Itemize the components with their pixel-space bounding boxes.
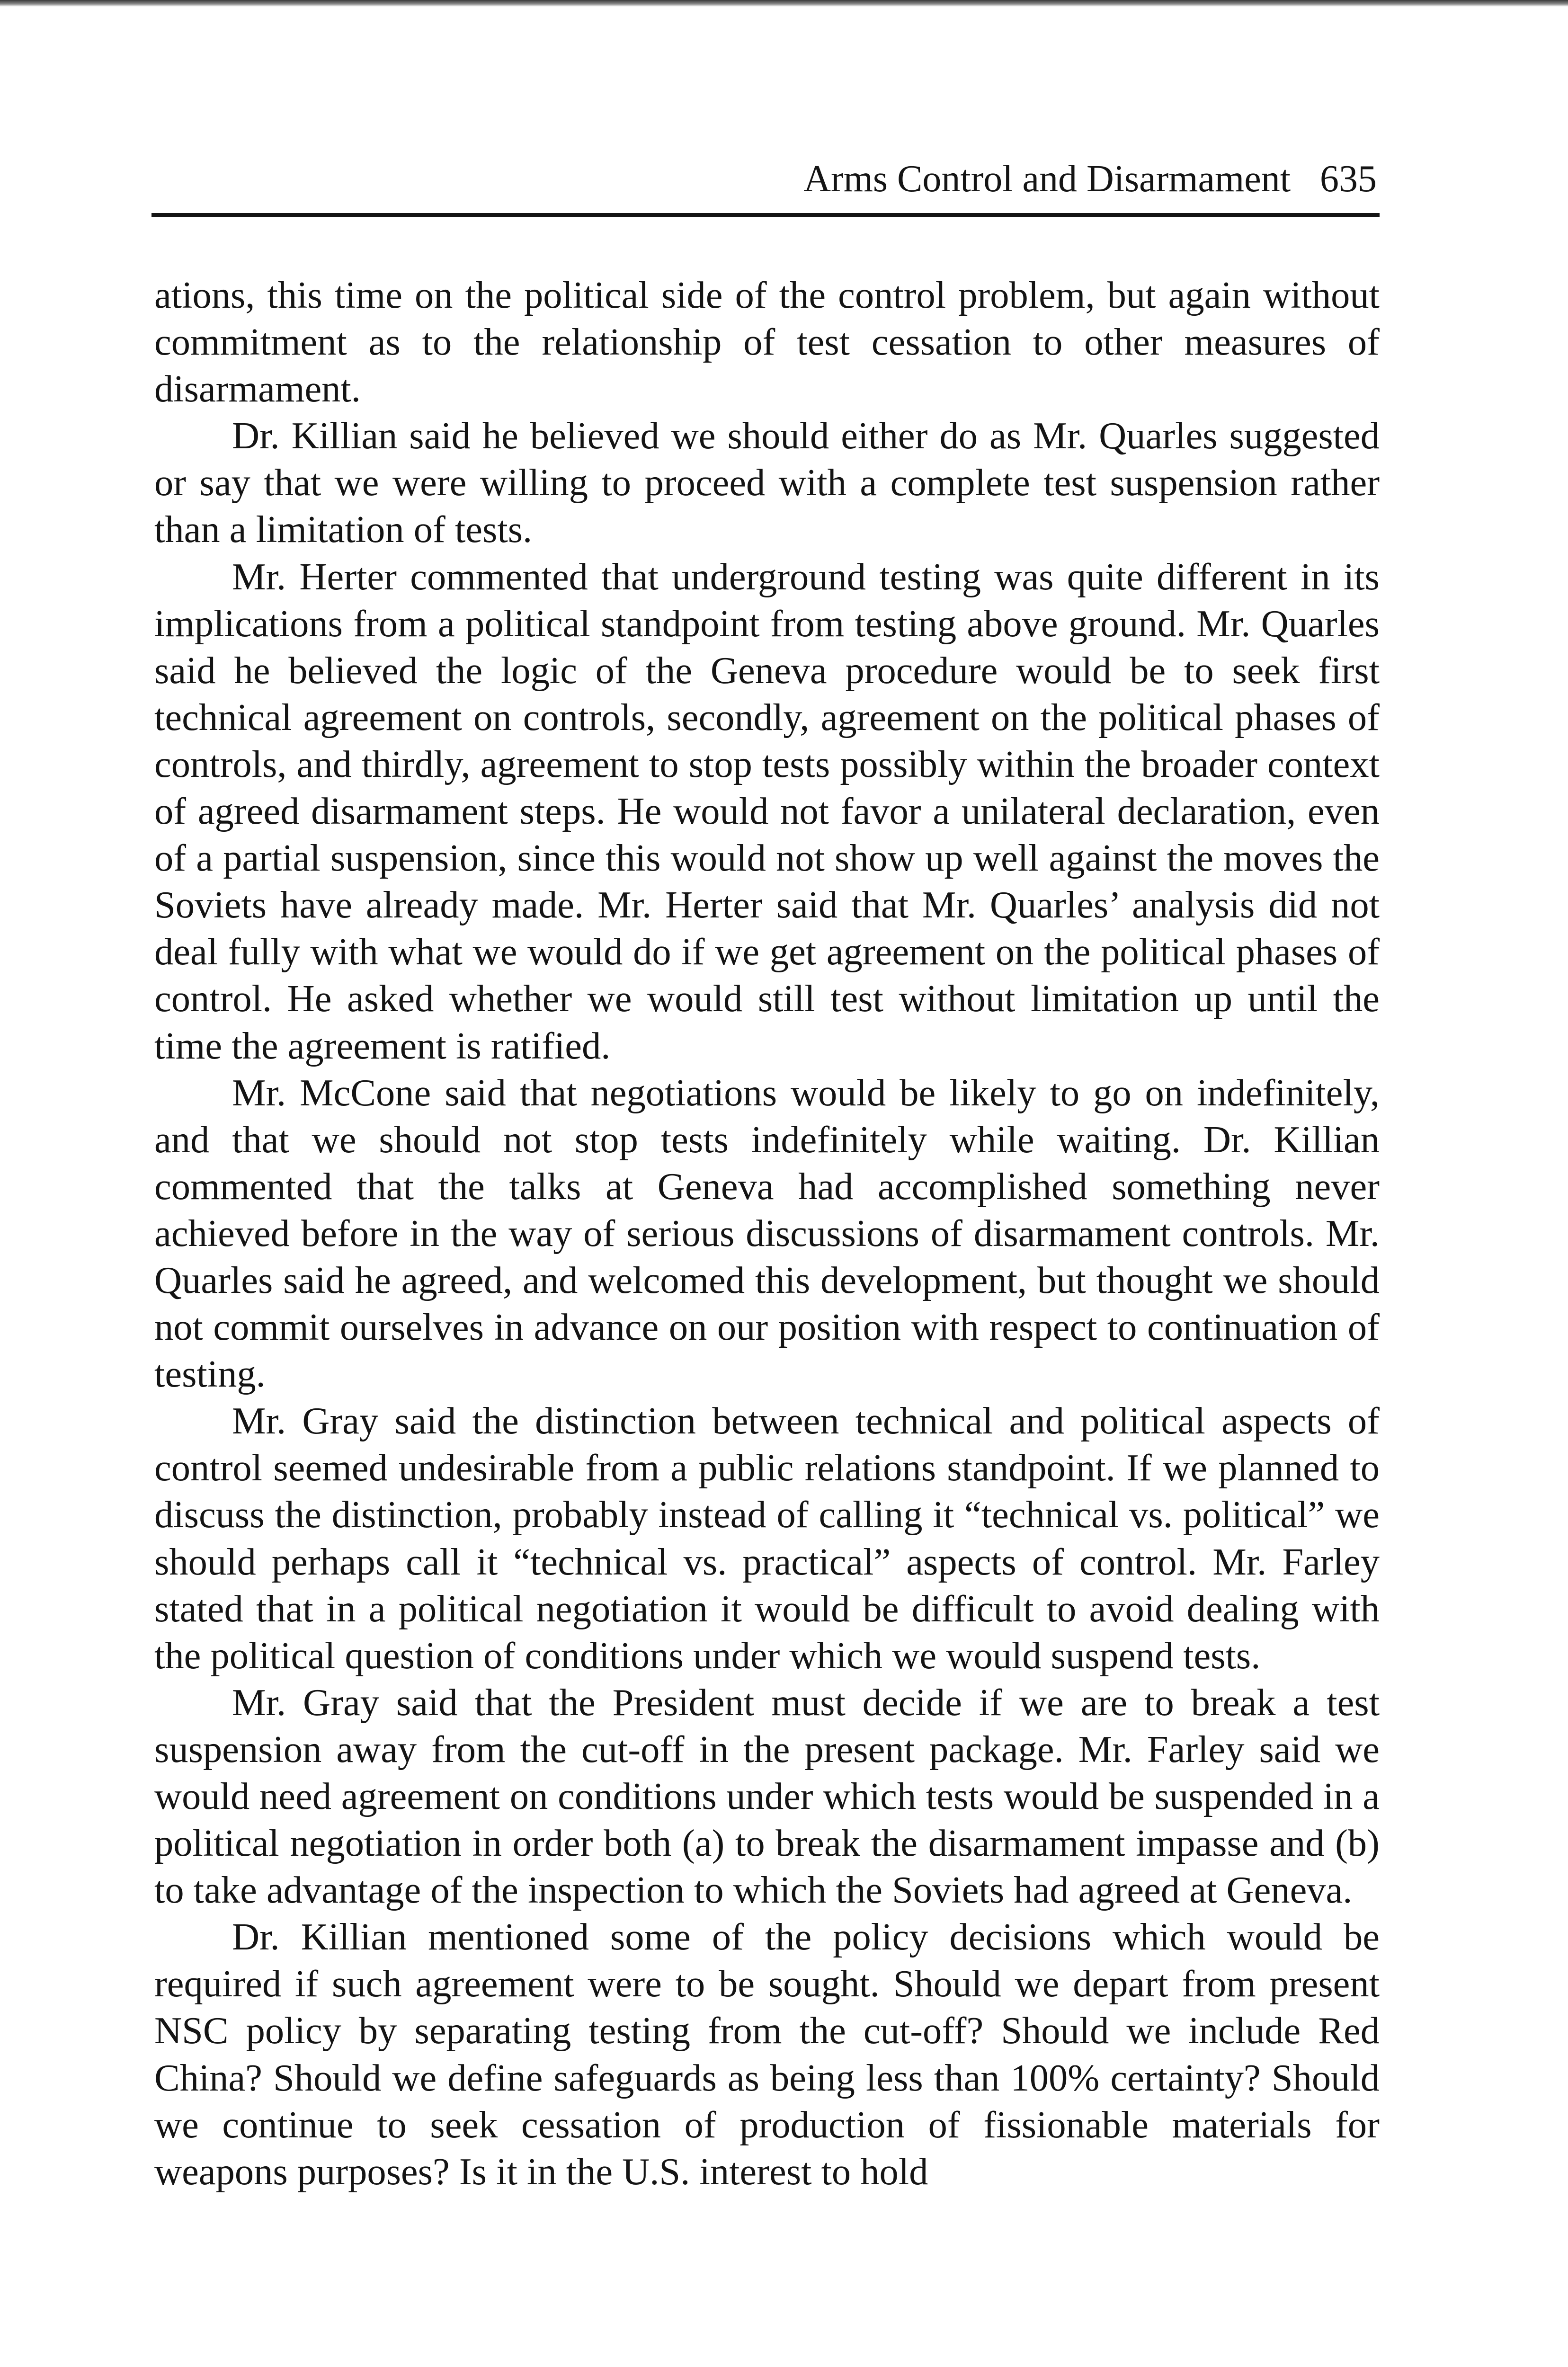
header-rule <box>151 213 1380 217</box>
paragraph: Dr. Killian said he believed we should either do as Mr. Quarles suggested or say that we were willing to proceed with a complete test suspension rather than a limitation of tests. <box>154 415 1380 551</box>
page-number: 635 <box>1320 158 1377 200</box>
page-top-edge <box>0 0 1568 7</box>
running-title: Arms Control and Disarmament <box>803 158 1291 200</box>
paragraph: Mr. Gray said that the President must decide if we are to break a test suspension away from the cut-off in the present package. Mr. Farley said we would need agreement on conditions under which tests would be suspended in a political negotiation in order both (a) to break the disarmament impasse and (b) to take advantage of the inspection to which the Soviets had agreed at Geneva. <box>154 1681 1380 1912</box>
paragraph-continued: ations, this time on the political side of the control problem, but again without commitment as to the relationship of test cessation to other measures of disarmament. <box>154 274 1380 410</box>
running-header <box>151 151 1377 207</box>
paragraph: Dr. Killian mentioned some of the policy decisions which would be required if such agreement were to be sought. Should we depart from present NSC policy by separating testing from the cut-off? Should we include Red China? Should we define safeguards as being less than 100% certainty? Should we continue to seek cessation of production of fissionable materials for weapons purposes? Is it in the U.S. interest to hold <box>154 1916 1380 2193</box>
paragraph: Mr. Gray said the distinction between technical and political aspects of control seemed undesirable from a public relations standpoint. If we planned to discuss the distinction, probably instead of calling it “technical vs. political” we should perhaps call it “technical vs. practical” aspects of control. Mr. Farley stated that in a political negotiation it would be difficult to avoid dealing with the political question of conditions under which we would suspend tests. <box>154 1400 1380 1677</box>
body-text <box>154 272 1380 2195</box>
running-head <box>803 151 1377 207</box>
paragraph: Mr. Herter commented that underground testing was quite different in its implications from a political standpoint from testing above ground. Mr. Quarles said he believed the logic of the Geneva procedure would be to seek first technical agreement on controls, secondly, agreement on the political phases of controls, and thirdly, agreement to stop tests possibly within the broader context of agreed disarmament steps. He would not favor a unilateral declaration, even of a partial suspension, since this would not show up well against the moves the Soviets have already made. Mr. Herter said that Mr. Quarles’ analysis did not deal fully with what we would do if we get agreement on the political phases of control. He asked whether we would still test without limitation up until the time the agreement is ratified. <box>154 555 1380 1067</box>
paragraph: Mr. McCone said that negotiations would be likely to go on indefinitely, and that we should not stop tests indefinitely while waiting. Dr. Killian commented that the talks at Geneva had accomplished something never achieved before in the way of serious discussions of disarmament controls. Mr. Quarles said he agreed, and welcomed this development, but thought we should not commit ourselves in advance on our position with respect to continuation of testing. <box>154 1071 1380 1396</box>
